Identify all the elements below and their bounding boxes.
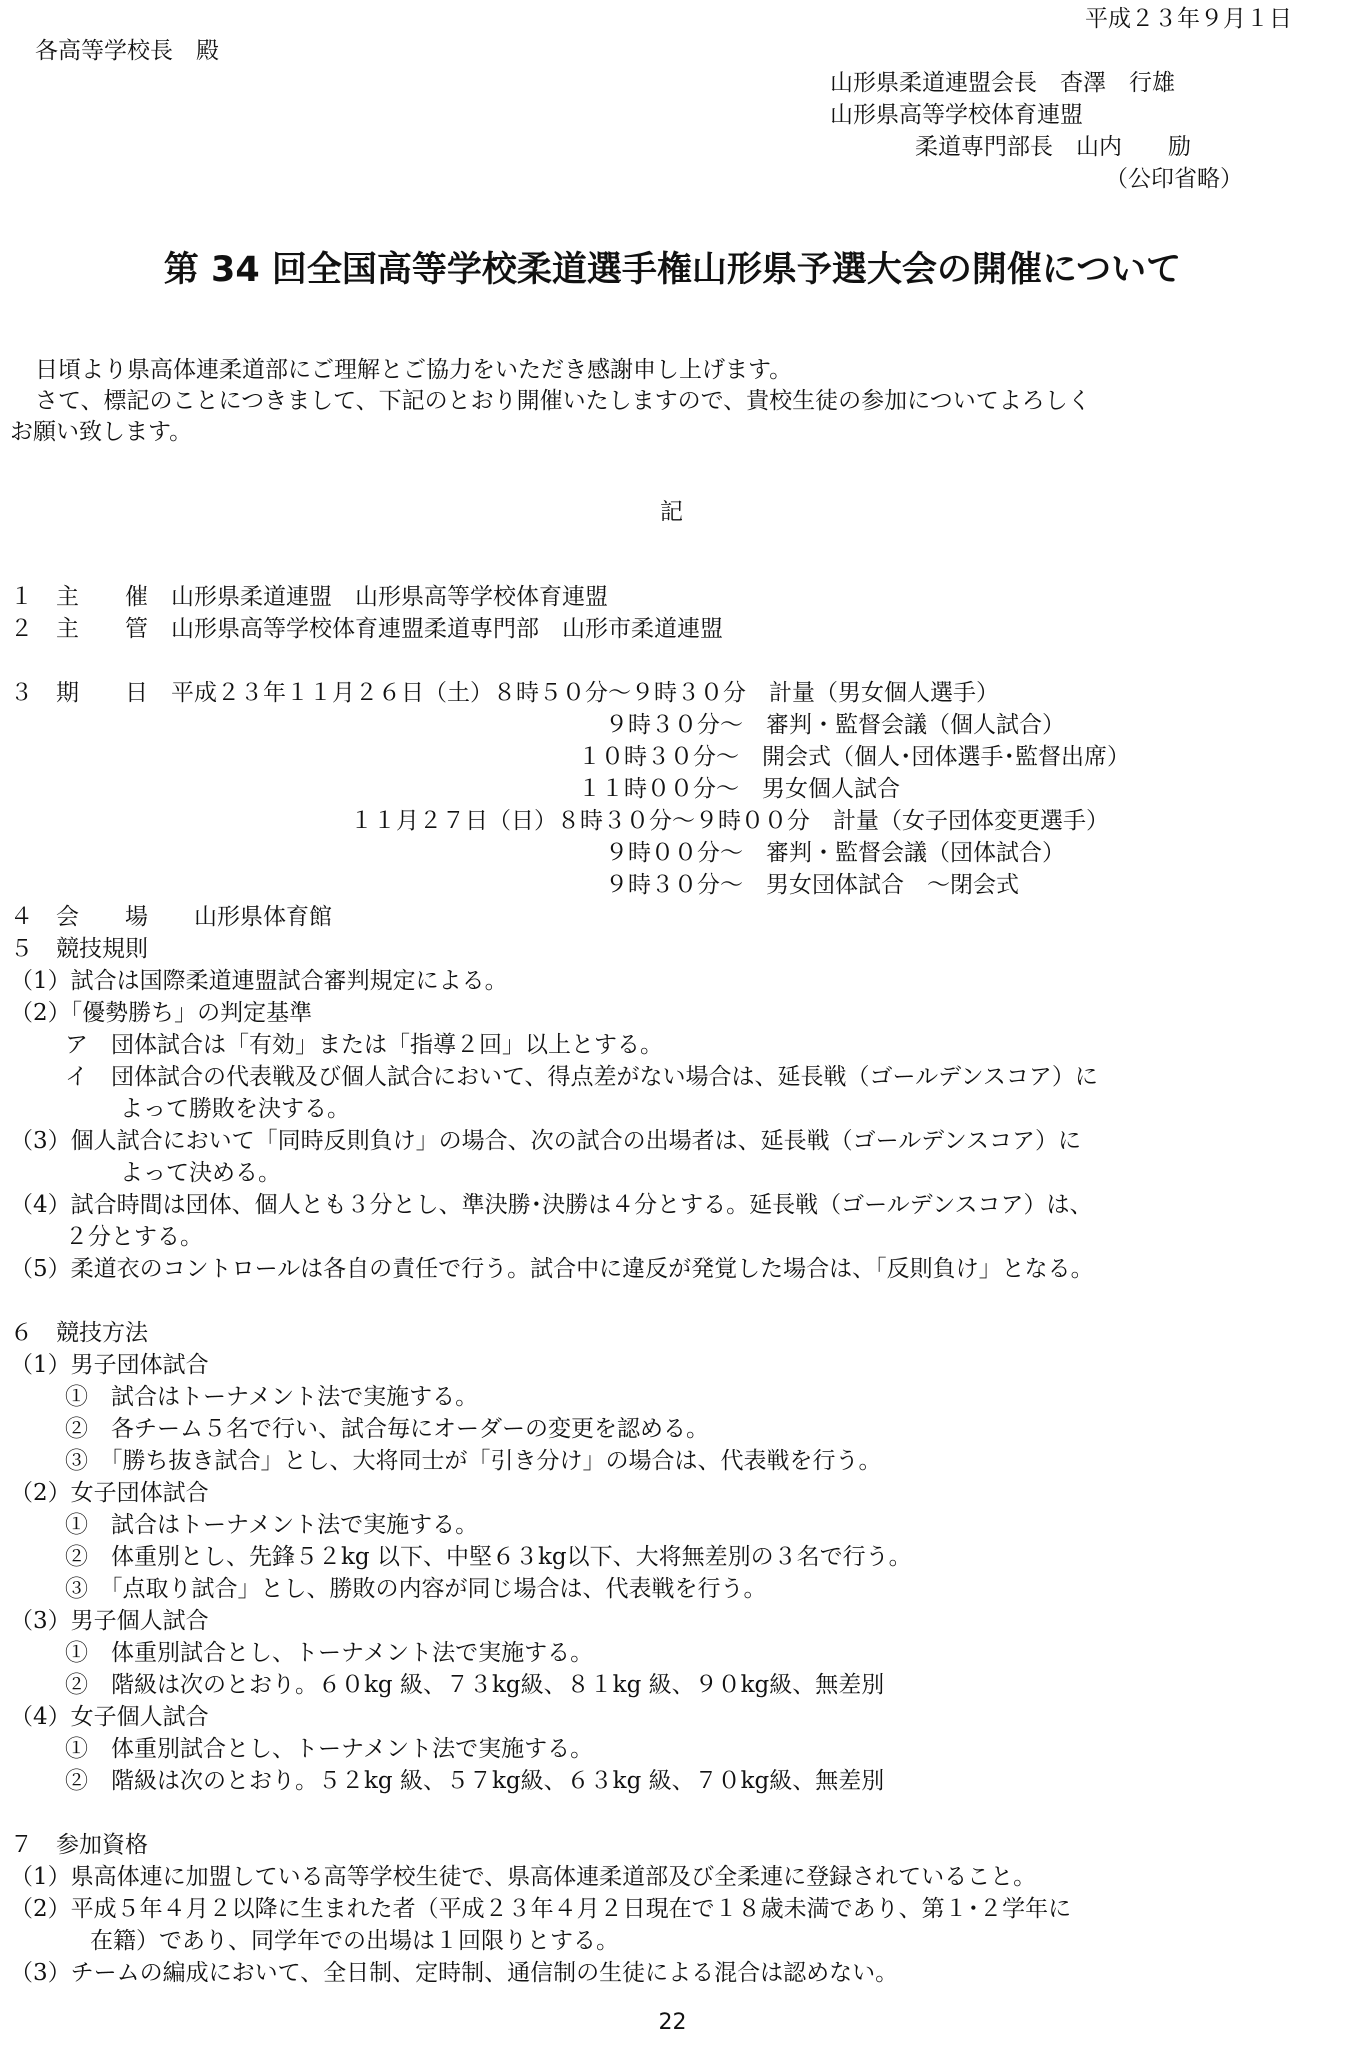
sender-line: （公印省略） xyxy=(1105,166,1243,192)
schedule-line: １１月２７日（日）８時３０分～９時００分 計量（女子団体変更選手） xyxy=(350,808,1109,834)
methods-line: （3）男子個人試合 xyxy=(10,1608,209,1634)
intro-line: お願い致します。 xyxy=(10,419,193,445)
methods-line: ① 試合はトーナメント法で実施する。 xyxy=(65,1384,479,1410)
ki-heading: 記 xyxy=(660,499,683,525)
methods-line: ② 階級は次のとおり。６０kg 級、７３kg級、８１kg 級、９０kg級、無差別 xyxy=(65,1672,885,1698)
schedule-line: ９時３０分～ 男女団体試合 ～閉会式 xyxy=(605,872,1019,898)
methods-line: ６ 競技方法 xyxy=(10,1320,148,1346)
intro-line: さて、標記のことにつきまして、下記のとおり開催いたしますので、貴校生徒の参加についてよろしく xyxy=(35,388,1091,414)
document-title: 第 34 回全国高等学校柔道選手権山形県予選大会の開催について xyxy=(163,250,1182,290)
methods-line: ③ 「点取り試合」とし、勝敗の内容が同じ場合は、代表戦を行う。 xyxy=(65,1576,767,1602)
methods-line: （1）男子団体試合 xyxy=(10,1352,209,1378)
methods-line: ① 試合はトーナメント法で実施する。 xyxy=(65,1512,479,1538)
sender-line: 柔道専門部長 山内 励 xyxy=(915,134,1191,160)
rules-line: イ 団体試合の代表戦及び個人試合において、得点差がない場合は、延長戦（ゴールデンスコア）に xyxy=(65,1064,1098,1090)
rules-line: ２分とする。 xyxy=(65,1224,203,1250)
schedule-line: ９時００分～ 審判・監督会議（団体試合） xyxy=(605,840,1065,866)
date: 平成２３年９月１日 xyxy=(1085,6,1292,32)
methods-line: ③ 「勝ち抜き試合」とし、大将同士が「引き分け」の場合は、代表戦を行う。 xyxy=(65,1448,882,1474)
eligibility-line: （3）チームの編成において、全日制、定時制、通信制の生徒による混合は認めない。 xyxy=(10,1960,899,1986)
methods-line: ② 体重別とし、先鋒５２kg 以下、中堅６３kg以下、大将無差別の３名で行う。 xyxy=(65,1544,912,1570)
methods-line: ② 階級は次のとおり。５２kg 級、５７kg級、６３kg 級、７０kg級、無差別 xyxy=(65,1768,885,1794)
rules-line: ア 団体試合は「有効」または「指導２回」以上とする。 xyxy=(65,1032,663,1058)
eligibility-line: 在籍）であり、同学年での出場は１回限りとする。 xyxy=(90,1928,619,1954)
schedule-line: １０時３０分～ 開会式（個人･団体選手･監督出席） xyxy=(578,744,1130,770)
rules-line: （4）試合時間は団体、個人とも３分とし、準決勝･決勝は４分とする。延長戦（ゴールデンスコア）は、 xyxy=(10,1192,1093,1218)
eligibility-line: ７ 参加資格 xyxy=(10,1832,148,1858)
methods-line: （4）女子個人試合 xyxy=(10,1704,209,1730)
eligibility-line: （1）県高体連に加盟している高等学校生徒で、県高体連柔道部及び全柔連に登録されていること。 xyxy=(10,1864,1037,1890)
methods-line: （2）女子団体試合 xyxy=(10,1480,209,1506)
rules-line: よって勝敗を決する。 xyxy=(120,1096,350,1122)
methods-line: ① 体重別試合とし、トーナメント法で実施する。 xyxy=(65,1640,594,1666)
organizer-line: １ 主 催 山形県柔道連盟 山形県高等学校体育連盟 xyxy=(10,584,608,610)
methods-line: ① 体重別試合とし、トーナメント法で実施する。 xyxy=(65,1736,594,1762)
schedule-line: ３ 期 日 平成２３年１１月２６日（土）８時５０分～９時３０分 計量（男女個人選手） xyxy=(10,680,999,706)
page-number: 22 xyxy=(658,2010,687,2035)
rules-line: （2）「優勢勝ち」の判定基準 xyxy=(10,1000,313,1026)
rules-line: よって決める。 xyxy=(120,1160,281,1186)
intro-line: 日頃より県高体連柔道部にご理解とご協力をいただき感謝申し上げます。 xyxy=(35,357,793,383)
schedule-line: ９時３０分～ 審判・監督会議（個人試合） xyxy=(605,712,1065,738)
rules-line: ５ 競技規則 xyxy=(10,936,148,962)
venue-line: ４ 会 場 山形県体育館 xyxy=(10,904,332,930)
rules-line: （3）個人試合において「同時反則負け」の場合、次の試合の出場者は、延長戦（ゴールデンスコア）に xyxy=(10,1128,1082,1154)
sender-line: 山形県柔道連盟会長 杳澤 行雄 xyxy=(830,70,1175,96)
eligibility-line: （2）平成５年４月２以降に生まれた者（平成２３年４月２日現在で１８歳未満であり、第１･２学年に xyxy=(10,1896,1072,1922)
manager-line: ２ 主 管 山形県高等学校体育連盟柔道専門部 山形市柔道連盟 xyxy=(10,616,723,642)
sender-line: 山形県高等学校体育連盟 xyxy=(830,102,1083,128)
rules-line: （5）柔道衣のコントロールは各自の責任で行う。試合中に違反が発覚した場合は、「反則負け」となる。 xyxy=(10,1256,1094,1282)
addressee: 各高等学校長 殿 xyxy=(35,38,219,64)
schedule-line: １１時００分～ 男女個人試合 xyxy=(578,776,900,802)
methods-line: ② 各チーム５名で行い、試合毎にオーダーの変更を認める。 xyxy=(65,1416,709,1442)
rules-line: （1）試合は国際柔道連盟試合審判規定による。 xyxy=(10,968,508,994)
